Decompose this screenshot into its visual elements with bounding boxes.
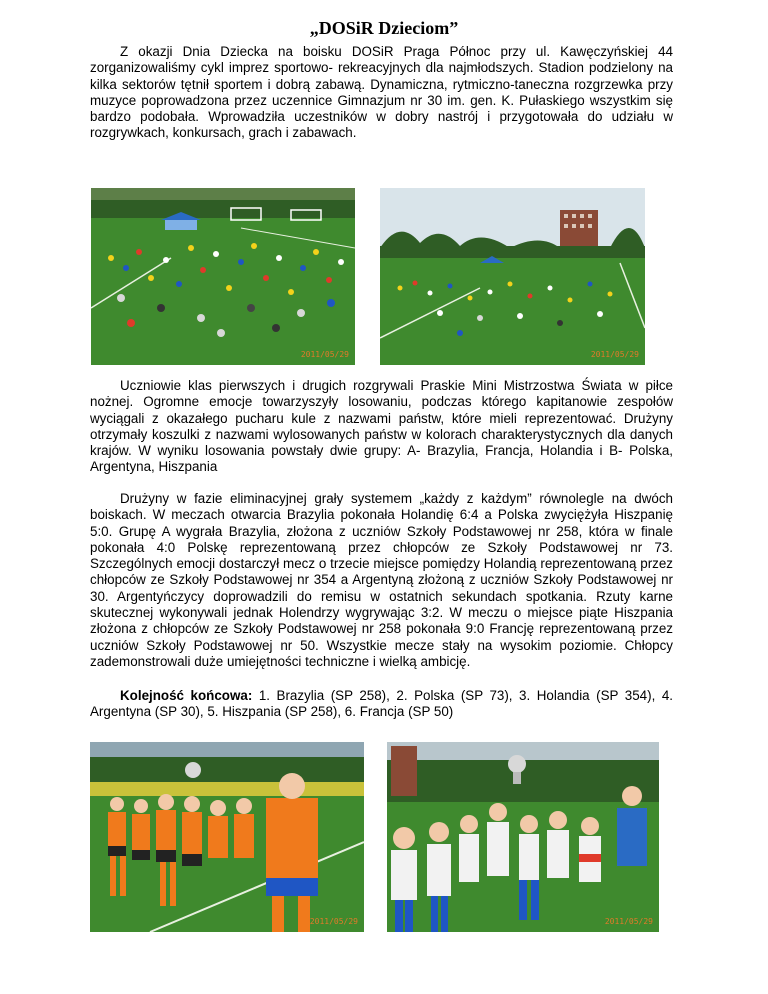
- stadium-field-photo: [380, 188, 645, 365]
- matches-paragraph: Drużyny w fazie eliminacyjnej grały systemem „każdy z każdym” równolegle na dwóch boiskach. W meczach otwarcia Brazylia pokonała Holandię 6:4 a Polska zwyciężyła Hiszpanię 5:0. Grupę A wygrała Brazylia, złożona z uczniów Szkoły Podstawowej nr 258, która w finale pokonała 4:0 Polskę reprezentowaną przez chłopców ze Szkoły Podstawowej nr 73. Szczególnych emocji dostarczył mecz o trzecie miejsce pomiędzy Holandią reprezentowaną przez chłopców ze Szkoły Podstawowej nr 354 a Argentyną złożoną z uczniów Szkoły Podstawowej nr 30. Argentyńczycy doprowadzili do remisu w ostatnich sekundach spotkania. Rzuty karne skutecznej wykonywali jednak Holendrzy wygrywając 3:2. W meczu o miejsce piąte Hiszpania złożona z chłopców ze Szkoły Podstawowej nr 258 pokonała 9:0 Francję reprezentowaną przez uczniów Szkoły Podstawowej nr 50. Wszystkie mecze stały na wysokim poziomie. Chłopcy zademonstrowali duże umiejętności techniczne i wielką ambicję.: [90, 491, 673, 669]
- photo-date-stamp: 2011/05/29: [300, 350, 349, 359]
- tournament-paragraph: Uczniowie klas pierwszych i drugich rozgrywali Praskie Mini Mistrzostwa Świata w piłce nożnej. Ogromne emocje towarzyszyły losowaniu, podczas którego kapitanowie zespołów wyciągali z okazałego pucharu kule z nazwami państw, które mieli reprezentować. Drużyny otrzymały koszulki z nazwami wylosowanych państw w kolorach charakterystycznych dla danych krajów. W wyniku losowania powstały dwie grupy: A- Brazylia, Francja, Holandia i B- Polska, Argentyna, Hiszpania: [90, 378, 673, 475]
- warmup-crowd-photo: [91, 188, 355, 365]
- photo-date-stamp: 2011/05/29: [309, 917, 358, 926]
- page-title: „DOSiR Dzieciom”: [309, 18, 459, 38]
- team-white-photo: [387, 742, 659, 932]
- final-standings-text: 1. Brazylia (SP 258), 2. Polska (SP 73), 3. Holandia (SP 354), 4. Argentyna (SP 30), 5. Hiszpania (SP 258), 6. Francja (SP 50): [90, 688, 673, 720]
- photo-date-stamp: 2011/05/29: [590, 350, 639, 359]
- intro-paragraph: Z okazji Dnia Dziecka na boisku DOSiR Praga Północ przy ul. Kawęczyńskiej 44 zorganizowaliśmy cykl imprez sportowo- rekreacyjnych dla najmłodszych. Stadion podzielony na kilka sektorów tętnił sportem i dobrą zabawą. Dynamiczna, rytmiczno-taneczna rozgrzewka przy muzyce poprowadzona przez uczennice Gimnazjum nr 30 im. gen. K. Pułaskiego wszystkim się bardzo podobała. Wprowadziła uczestników w dobry nastrój i przygotowała do udziału w rozgrywkach, konkursach, grach i zabawach.: [90, 44, 673, 141]
- photo-date-stamp: 2011/05/29: [604, 917, 653, 926]
- final-standings-label: Kolejność końcowa:: [120, 688, 253, 703]
- final-standings-paragraph: [90, 688, 673, 721]
- team-orange-photo: [90, 742, 364, 932]
